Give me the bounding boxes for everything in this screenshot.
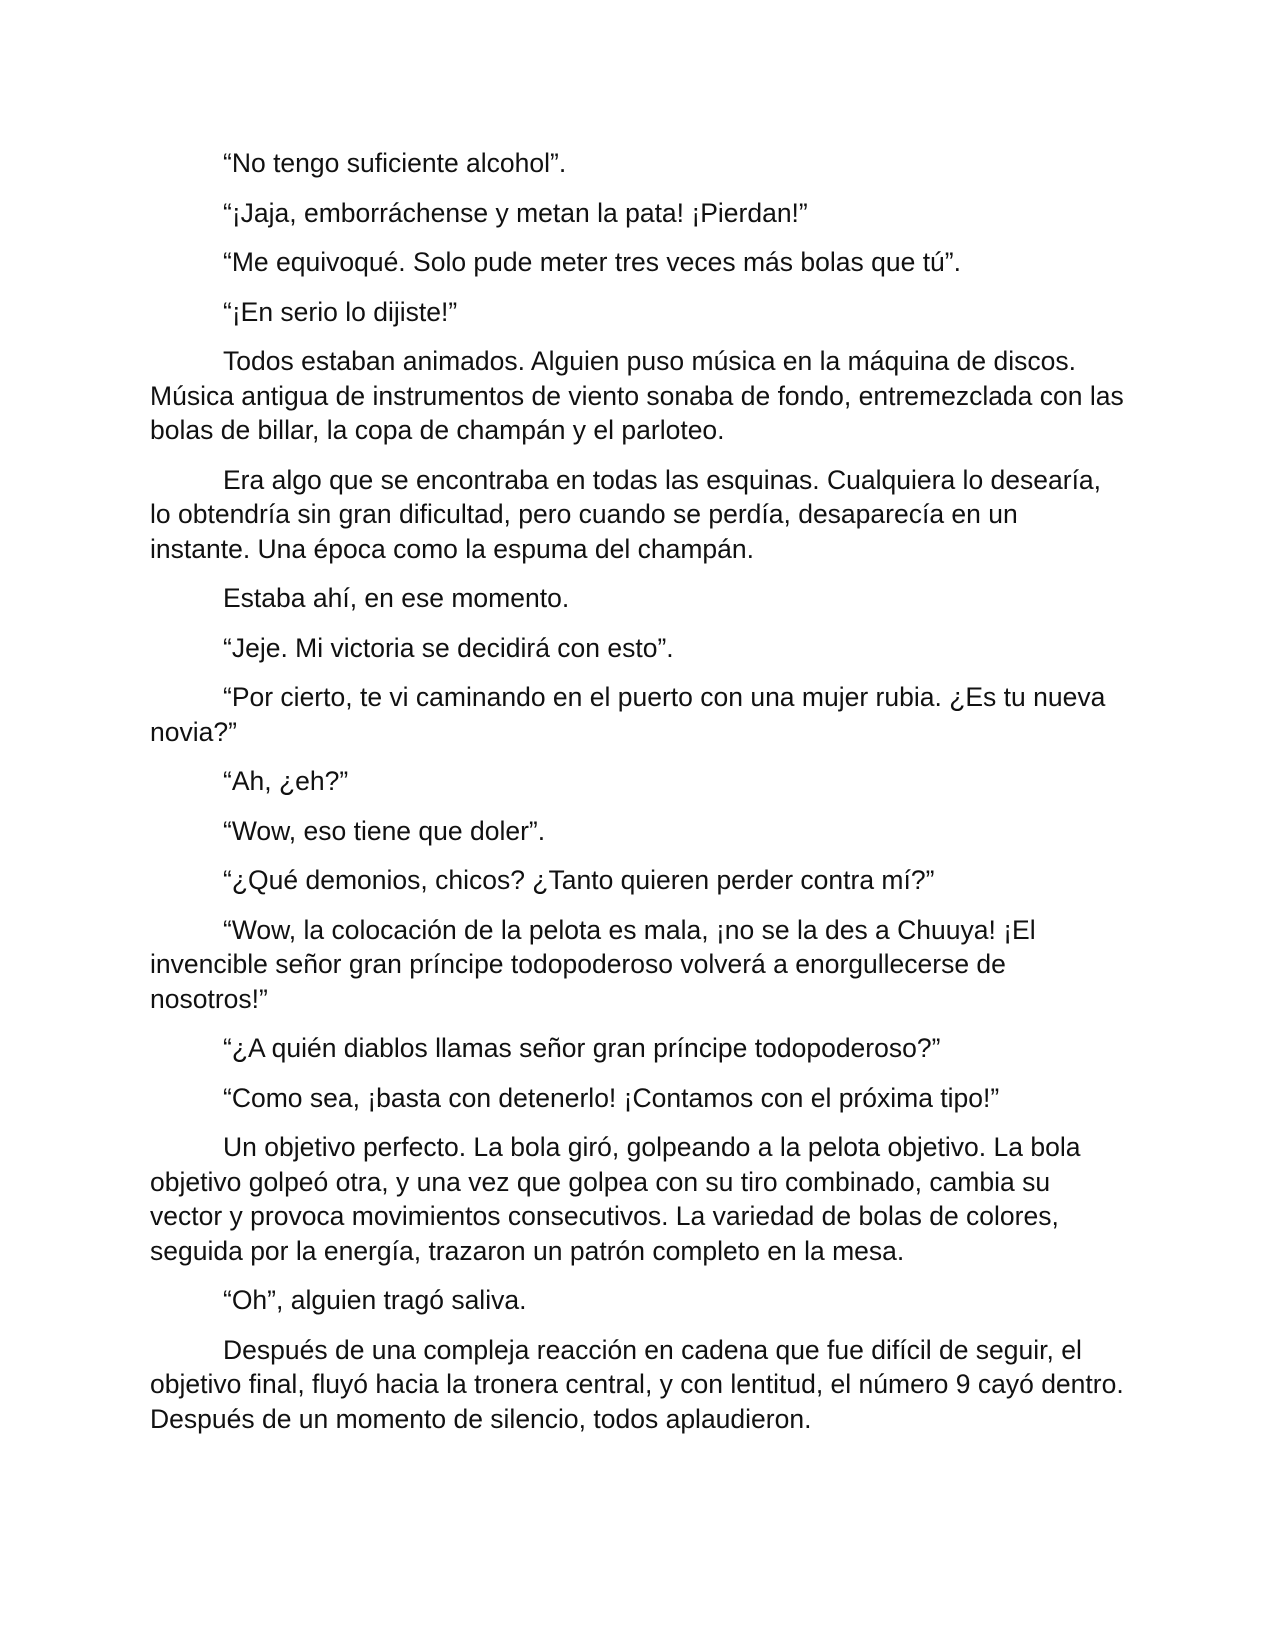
- paragraph: Estaba ahí, en ese momento.: [223, 583, 570, 613]
- paragraph: “Oh”, alguien tragó saliva.: [223, 1285, 527, 1315]
- paragraph: “Wow, eso tiene que doler”.: [223, 815, 546, 846]
- paragraph: “Wow, la colocación de la pelota es mala, ¡no se la des a Chuuya! ¡El invencible señor gran príncipe todopoderoso volverá a enorgullecerse de nosotros!”: [150, 914, 1036, 1014]
- paragraph: “¡Jaja, emborráchense y metan la pata! ¡Pierdan!”: [223, 197, 808, 228]
- paragraph: “¿Qué demonios, chicos? ¿Tanto quieren perder contra mí?”: [223, 865, 935, 895]
- paragraph: “¿A quién diablos llamas señor gran príncipe todopoderoso?”: [223, 1033, 941, 1063]
- paragraph: Todos estaban animados. Alguien puso música en la máquina de discos. Música antigua de instrumentos de viento sonaba de fondo, entremezclada con las bolas de billar, la copa de champán y el parloteo.: [150, 346, 1124, 445]
- paragraph: Un objetivo perfecto. La bola giró, golpeando a la pelota objetivo. La bola objetivo golpeó otra, y una vez que golpea con su tiro combinado, cambia su vector y provoca movimientos consecutivos. La variedad de bolas de colores, seguida por la energía, trazaron un patrón completo en la mesa.: [150, 1132, 1081, 1266]
- paragraph: “Jeje. Mi victoria se decidirá con esto”.: [223, 632, 674, 663]
- paragraph: Después de una compleja reacción en cadena que fue difícil de seguir, el objetivo final, fluyó hacia la tronera central, y con lentitud, el número 9 cayó dentro. Después de un momento de silencio, todos aplaudieron.: [150, 1334, 1124, 1434]
- paragraph: “No tengo suficiente alcohol”.: [223, 148, 567, 178]
- paragraph: “¡En serio lo dijiste!”: [223, 296, 458, 327]
- paragraph: “Ah, ¿eh?”: [223, 766, 349, 796]
- paragraph: Era algo que se encontraba en todas las esquinas. Cualquiera lo desearía, lo obtendría sin gran dificultad, pero cuando se perdía, desaparecía en un instante. Una época como la espuma del champán.: [150, 464, 1102, 564]
- paragraph: “Me equivoqué. Solo pude meter tres veces más bolas que tú”.: [223, 247, 961, 277]
- paragraph: “Por cierto, te vi caminando en el puerto con una mujer rubia. ¿Es tu nueva novia?”: [150, 682, 1106, 747]
- document-page: [150, 146, 1125, 1451]
- paragraph: “Como sea, ¡basta con detenerlo! ¡Contamos con el próxima tipo!”: [223, 1082, 1000, 1113]
